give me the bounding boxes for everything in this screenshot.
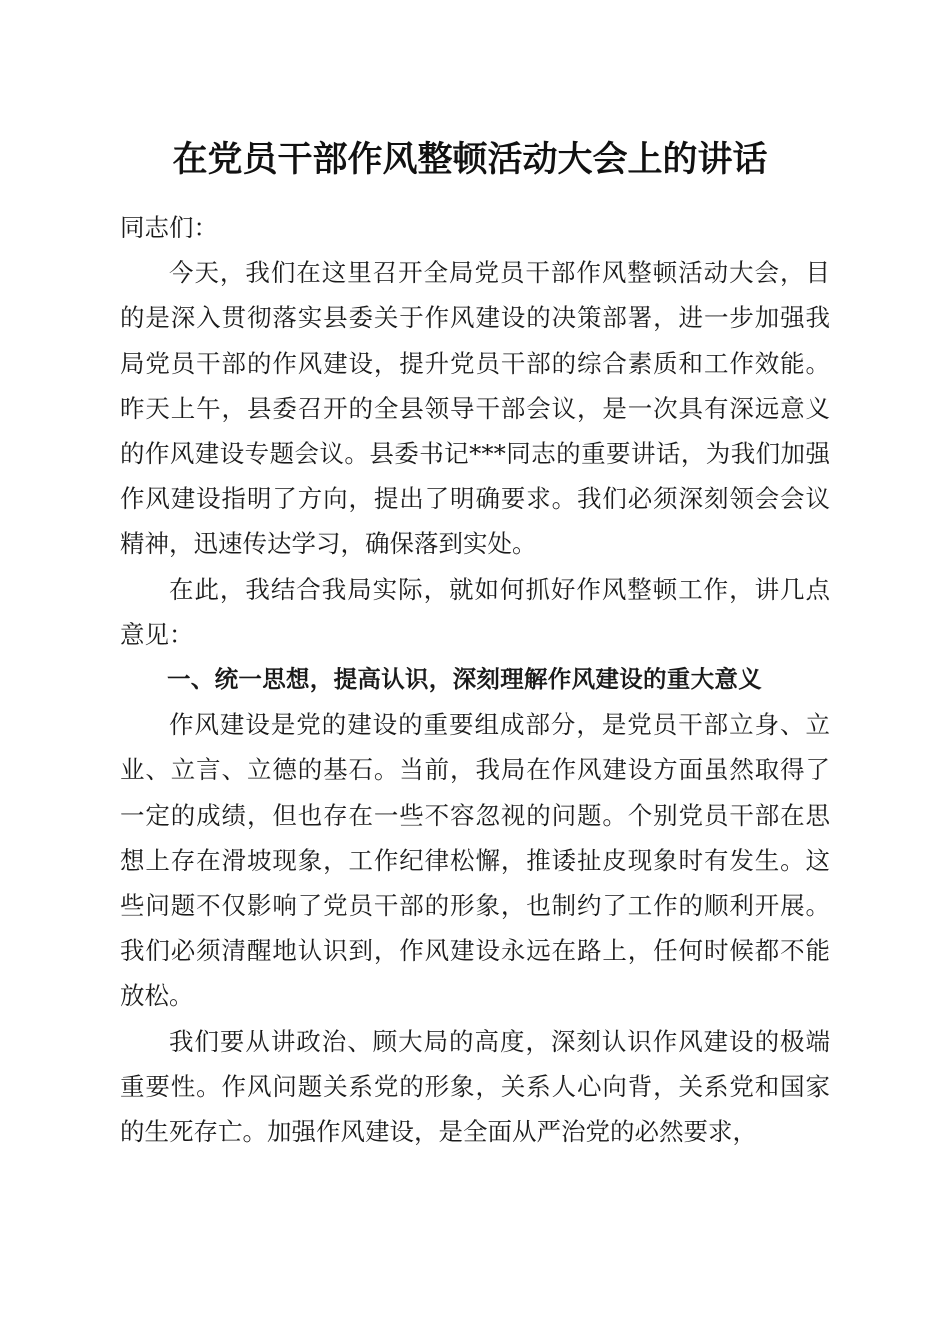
- paragraph-outline: 在此，我结合我局实际，就如何抓好作风整顿工作，讲几点意见：: [120, 574, 830, 649]
- section1-paragraph-1: 作风建设是党的建设的重要组成部分，是党员干部立身、立业、立言、立德的基石。当前，我局在作风建设方面虽然取得了一定的成绩，但也存在一些不容忽视的问题。个别党员干部在思想上存在滑坡现象，工作纪律松懈，推诿扯皮现象时有发生。这些问题不仅影响了党员干部的形象，也制约了工作的顺利开展。我们必须清醒地认识到，作风建设永远在路上，任何时候都不能放松。: [120, 710, 830, 1011]
- section-heading-1: 一、统一思想，提高认识，深刻理解作风建设的重大意义: [167, 665, 762, 694]
- document-body: [120, 205, 830, 1154]
- document-title: 在党员干部作风整顿活动大会上的讲话: [172, 139, 768, 180]
- section1-paragraph-2: 我们要从讲政治、顾大局的高度，深刻认识作风建设的极端重要性。作风问题关系党的形象，关系人心向背，关系党和国家的生死存亡。加强作风建设，是全面从严治党的必然要求，: [120, 1026, 830, 1147]
- paragraph-intro: 今天，我们在这里召开全局党员干部作风整顿活动大会，目的是深入贯彻落实县委关于作风建设的决策部署，进一步加强我局党员干部的作风建设，提升党员干部的综合素质和工作效能。昨天上午，县委召开的全县领导干部会议，是一次具有深远意义的作风建设专题会议。县委书记***同志的重要讲话，为我们加强作风建设指明了方向，提出了明确要求。我们必须深刻领会会议精神，迅速传达学习，确保落到实处。: [120, 258, 830, 559]
- salutation: 同志们：: [120, 213, 218, 242]
